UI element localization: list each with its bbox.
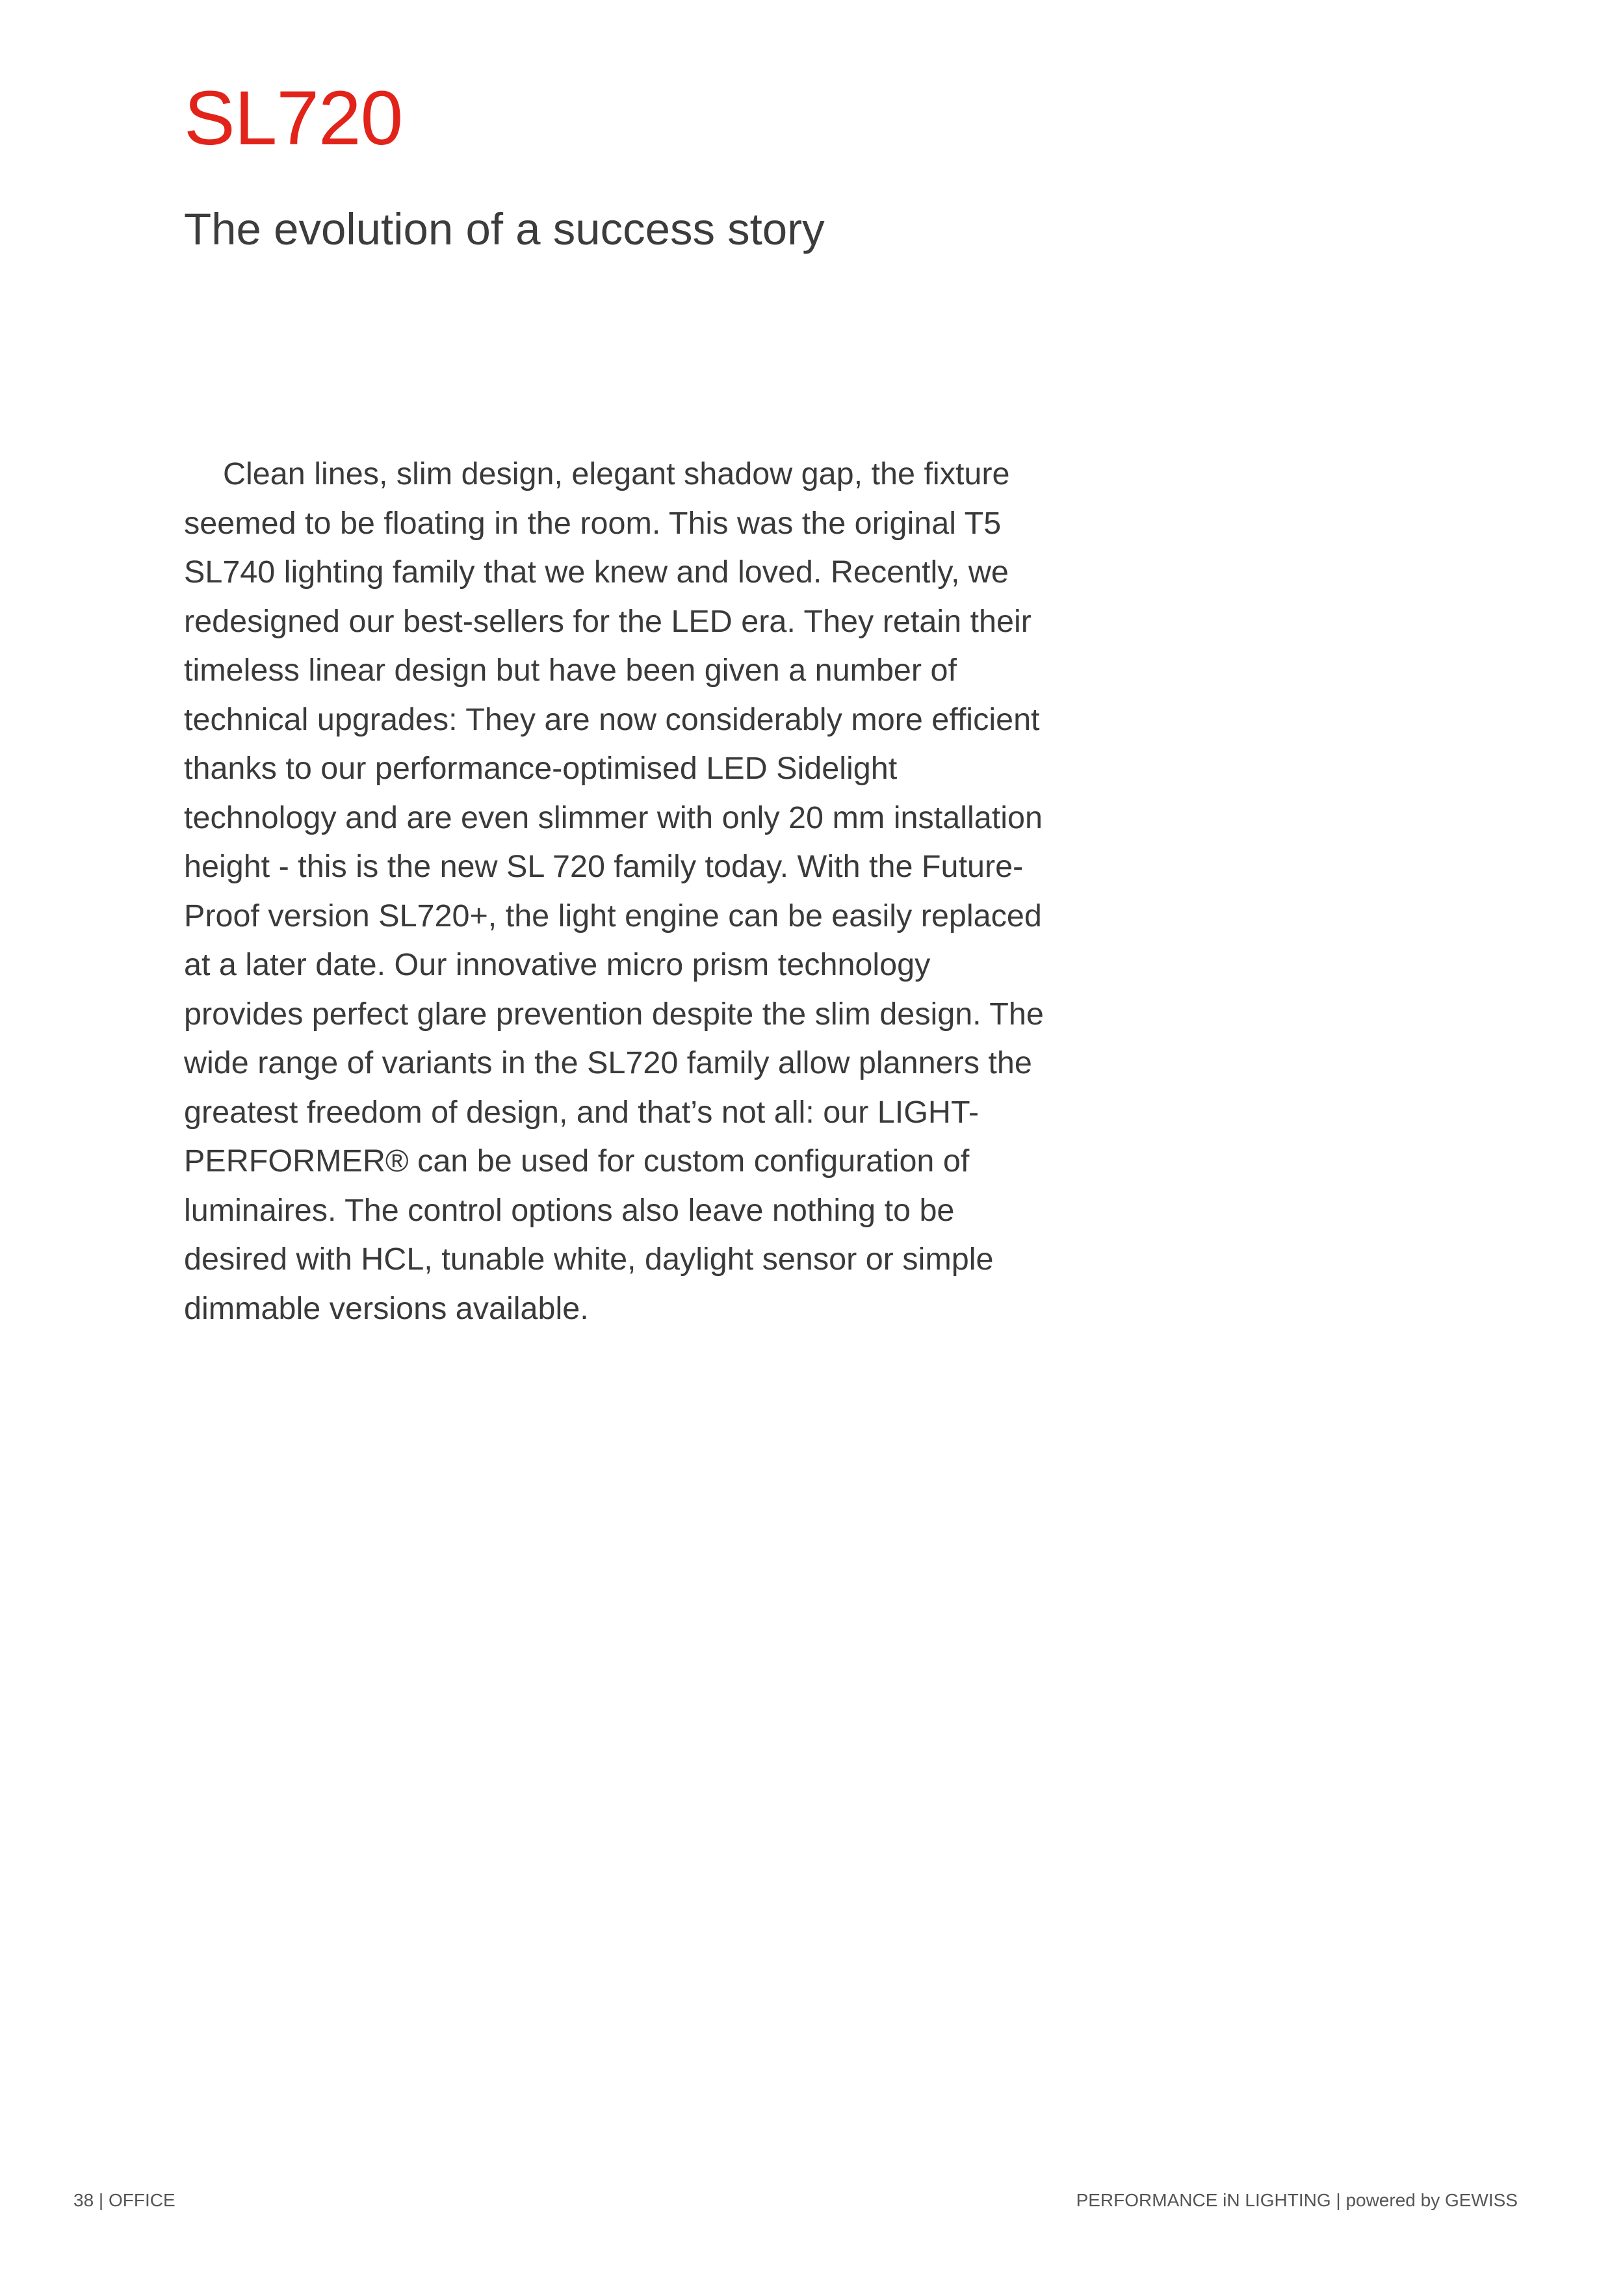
page-title: SL720: [184, 75, 403, 161]
body-paragraph: Clean lines, slim design, elegant shadow gap, the fixture seemed to be floating in the room. This was the original T5 SL740 lighting family that we knew and loved. Recently, we redesigned our best-sellers for the LED era. They retain their timeless linear design but have been given a number of technical upgrades: They are now considerably more efficient thanks to our performance-optimised LED Sidelight technology and are even slimmer with only 20 mm installation height - this is the new SL 720 family today. With the Future-Proof version SL720+, the light engine can be easily replaced at a later date. Our innovative micro prism technology provides perfect glare prevention despite the slim design. The wide range of variants in the SL720 family allow planners the greatest freedom of design, and that’s not all: our LIGHT-PERFORMER® can be used for custom configuration of luminaires. The control options also leave nothing to be desired with HCL, tunable white, daylight sensor or simple dimmable versions available.: [184, 456, 1044, 1326]
page-subtitle: The evolution of a success story: [184, 204, 825, 254]
footer-brand: PERFORMANCE iN LIGHTING | powered by GEWISS: [1076, 2190, 1518, 2210]
footer-page-section: 38 | OFFICE: [73, 2190, 175, 2210]
